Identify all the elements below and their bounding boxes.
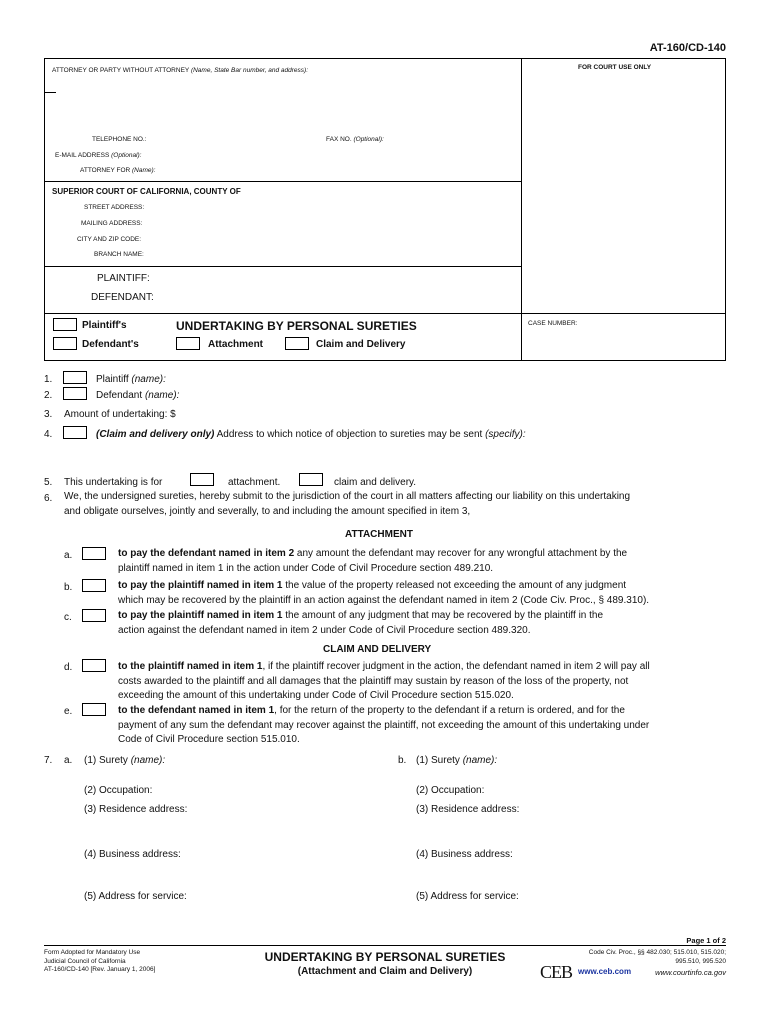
surety-b-business: (4) Business address: xyxy=(416,849,513,860)
sub-item-label: d. xyxy=(64,662,73,673)
surety-a-label: a. xyxy=(64,755,73,766)
caption-box xyxy=(44,58,726,361)
form-adopted: Form Adopted for Mandatory Use Judicial Council of California AT-160/CD-140 [Rev. January 1, 2006] xyxy=(44,949,156,973)
surety-a-residence: (3) Residence address: xyxy=(84,804,188,815)
item6c-checkbox[interactable] xyxy=(82,609,106,622)
claim-delivery-heading: CLAIM AND DELIVERY xyxy=(323,644,432,655)
street-address-label: STREET ADDRESS: xyxy=(84,204,145,211)
item3-amount: Amount of undertaking: $ xyxy=(64,409,176,420)
item5-claim: claim and delivery. xyxy=(334,477,417,488)
attorney-label: ATTORNEY OR PARTY WITHOUT ATTORNEY (Name, State Bar number, and address): xyxy=(52,67,309,74)
case-number-label: CASE NUMBER: xyxy=(528,320,578,327)
item-number: 6. xyxy=(44,493,53,504)
mailing-address-label: MAILING ADDRESS: xyxy=(81,220,143,227)
item1-plaintiff: Plaintiff (name): xyxy=(96,374,166,385)
courtinfo-url-link[interactable]: www.courtinfo.ca.gov xyxy=(655,968,726,977)
item-number: 7. xyxy=(44,755,53,766)
surety-b-occupation: (2) Occupation: xyxy=(416,785,485,796)
surety-b-service: (5) Address for service: xyxy=(416,891,519,902)
footer-subtitle: (Attachment and Claim and Delivery) xyxy=(297,966,473,977)
item6a-checkbox[interactable] xyxy=(82,547,106,560)
item2-checkbox[interactable] xyxy=(63,387,87,400)
item6e-text: to the defendant named in item 1, for the return of the property to the defendant if a return is ordered, and for the payment of any sum the defendant may recover against the plaintiff, not exceeding the amount of this undertaking under Code of Civil Procedure section 515.010. xyxy=(118,705,650,745)
item5-attachment-checkbox[interactable] xyxy=(190,473,214,486)
form-id: AT-160/CD-140 xyxy=(649,42,726,54)
attachment-checkbox[interactable] xyxy=(176,337,200,350)
plaintiffs-checkbox[interactable] xyxy=(53,318,77,331)
claim-delivery-option: Claim and Delivery xyxy=(316,339,406,350)
defendants-checkbox[interactable] xyxy=(53,337,77,350)
sub-item-label: a. xyxy=(64,550,73,561)
page-number: Page 1 of 2 xyxy=(686,936,726,945)
item6c-text: to pay the plaintiff named in item 1 the amount of any judgment that may be recovered by the plaintiff in the action against the defendant named in item 2 under Code of Civil Procedure section 489.320. xyxy=(118,610,604,636)
item6d-text: to the plaintiff named in item 1, if the plaintiff recover judgment in the action, the defendant named in item 2 will pay all costs awarded to the plaintiff and all damages that the plaintiff may sustain by reason of the loss of the property, not exceeding the amount of this undertaking under Code of Civil Procedure section 515.020. xyxy=(118,661,650,701)
item5-text: This undertaking is for xyxy=(64,477,163,488)
plaintiff-label: PLAINTIFF: xyxy=(97,273,150,284)
code-citation: Code Civ. Proc., §§ 482.030; 515.010, 515.020; 995.510, 995.520 xyxy=(588,949,726,965)
item6a-text: to pay the defendant named in item 2 any amount the defendant may recover for any wrongful attachment by the plaintiff named in item 1 in the action under Code of Civil Procedure section 489.210. xyxy=(118,548,628,574)
court-title: SUPERIOR COURT OF CALIFORNIA, COUNTY OF xyxy=(52,187,241,196)
item2-defendant: Defendant (name): xyxy=(96,390,180,401)
item1-checkbox[interactable] xyxy=(63,371,87,384)
court-use-label: FOR COURT USE ONLY xyxy=(578,64,652,71)
plaintiffs-option: Plaintiff's xyxy=(82,320,127,331)
item-number: 1. xyxy=(44,374,53,385)
item4-checkbox[interactable] xyxy=(63,426,87,439)
surety-b-label: b. xyxy=(398,755,407,766)
item6-text: We, the undersigned sureties, hereby submit to the jurisdiction of the court in all matters affecting our liability on this undertaking and obligate ourselves, jointly and severally, to and including the amount specified in item 3, xyxy=(64,491,631,517)
item5-claim-checkbox[interactable] xyxy=(299,473,323,486)
surety-a-name: (1) Surety (name): xyxy=(84,755,166,766)
surety-a-occupation: (2) Occupation: xyxy=(84,785,153,796)
document-title: UNDERTAKING BY PERSONAL SURETIES xyxy=(176,319,417,333)
city-zip-label: CITY AND ZIP CODE: xyxy=(77,236,142,243)
sub-item-label: b. xyxy=(64,582,73,593)
defendant-label: DEFENDANT: xyxy=(91,292,154,303)
branch-name-label: BRANCH NAME: xyxy=(94,251,144,258)
ceb-logo: CEB xyxy=(540,962,573,982)
item6e-checkbox[interactable] xyxy=(82,703,106,716)
footer-title: UNDERTAKING BY PERSONAL SURETIES xyxy=(264,950,506,964)
sub-item-label: e. xyxy=(64,706,73,717)
item6d-checkbox[interactable] xyxy=(82,659,106,672)
telephone-label: TELEPHONE NO.: xyxy=(92,136,147,143)
item-number: 3. xyxy=(44,409,53,420)
attorney-for-label: ATTORNEY FOR (Name): xyxy=(80,167,156,174)
surety-a-business: (4) Business address: xyxy=(84,849,181,860)
item5-attachment: attachment. xyxy=(228,477,281,488)
fax-label: FAX NO. (Optional): xyxy=(326,136,384,143)
item4-text: (Claim and delivery only) Address to which notice of objection to sureties may be sent (specify): xyxy=(96,429,526,440)
sub-item-label: c. xyxy=(64,612,72,623)
surety-b-residence: (3) Residence address: xyxy=(416,804,520,815)
item-number: 5. xyxy=(44,477,53,488)
item6b-text: to pay the plaintiff named in item 1 the value of the property released not exceeding the amount of any judgment which may be recovered by the plaintiff in an action against the defendant named in item 2 (Code Civ. Proc., § 489.310). xyxy=(118,580,650,606)
item-number: 2. xyxy=(44,390,53,401)
ceb-url-link[interactable]: www.ceb.com xyxy=(578,967,632,976)
email-label: E-MAIL ADDRESS (Optional): xyxy=(55,152,142,159)
surety-b-name: (1) Surety (name): xyxy=(416,755,498,766)
item6b-checkbox[interactable] xyxy=(82,579,106,592)
surety-a-service: (5) Address for service: xyxy=(84,891,187,902)
claim-delivery-checkbox[interactable] xyxy=(285,337,309,350)
attachment-option: Attachment xyxy=(208,339,264,350)
attachment-heading: ATTACHMENT xyxy=(345,529,413,540)
footer-title-block xyxy=(244,950,526,977)
item-number: 4. xyxy=(44,429,53,440)
defendants-option: Defendant's xyxy=(82,339,139,350)
